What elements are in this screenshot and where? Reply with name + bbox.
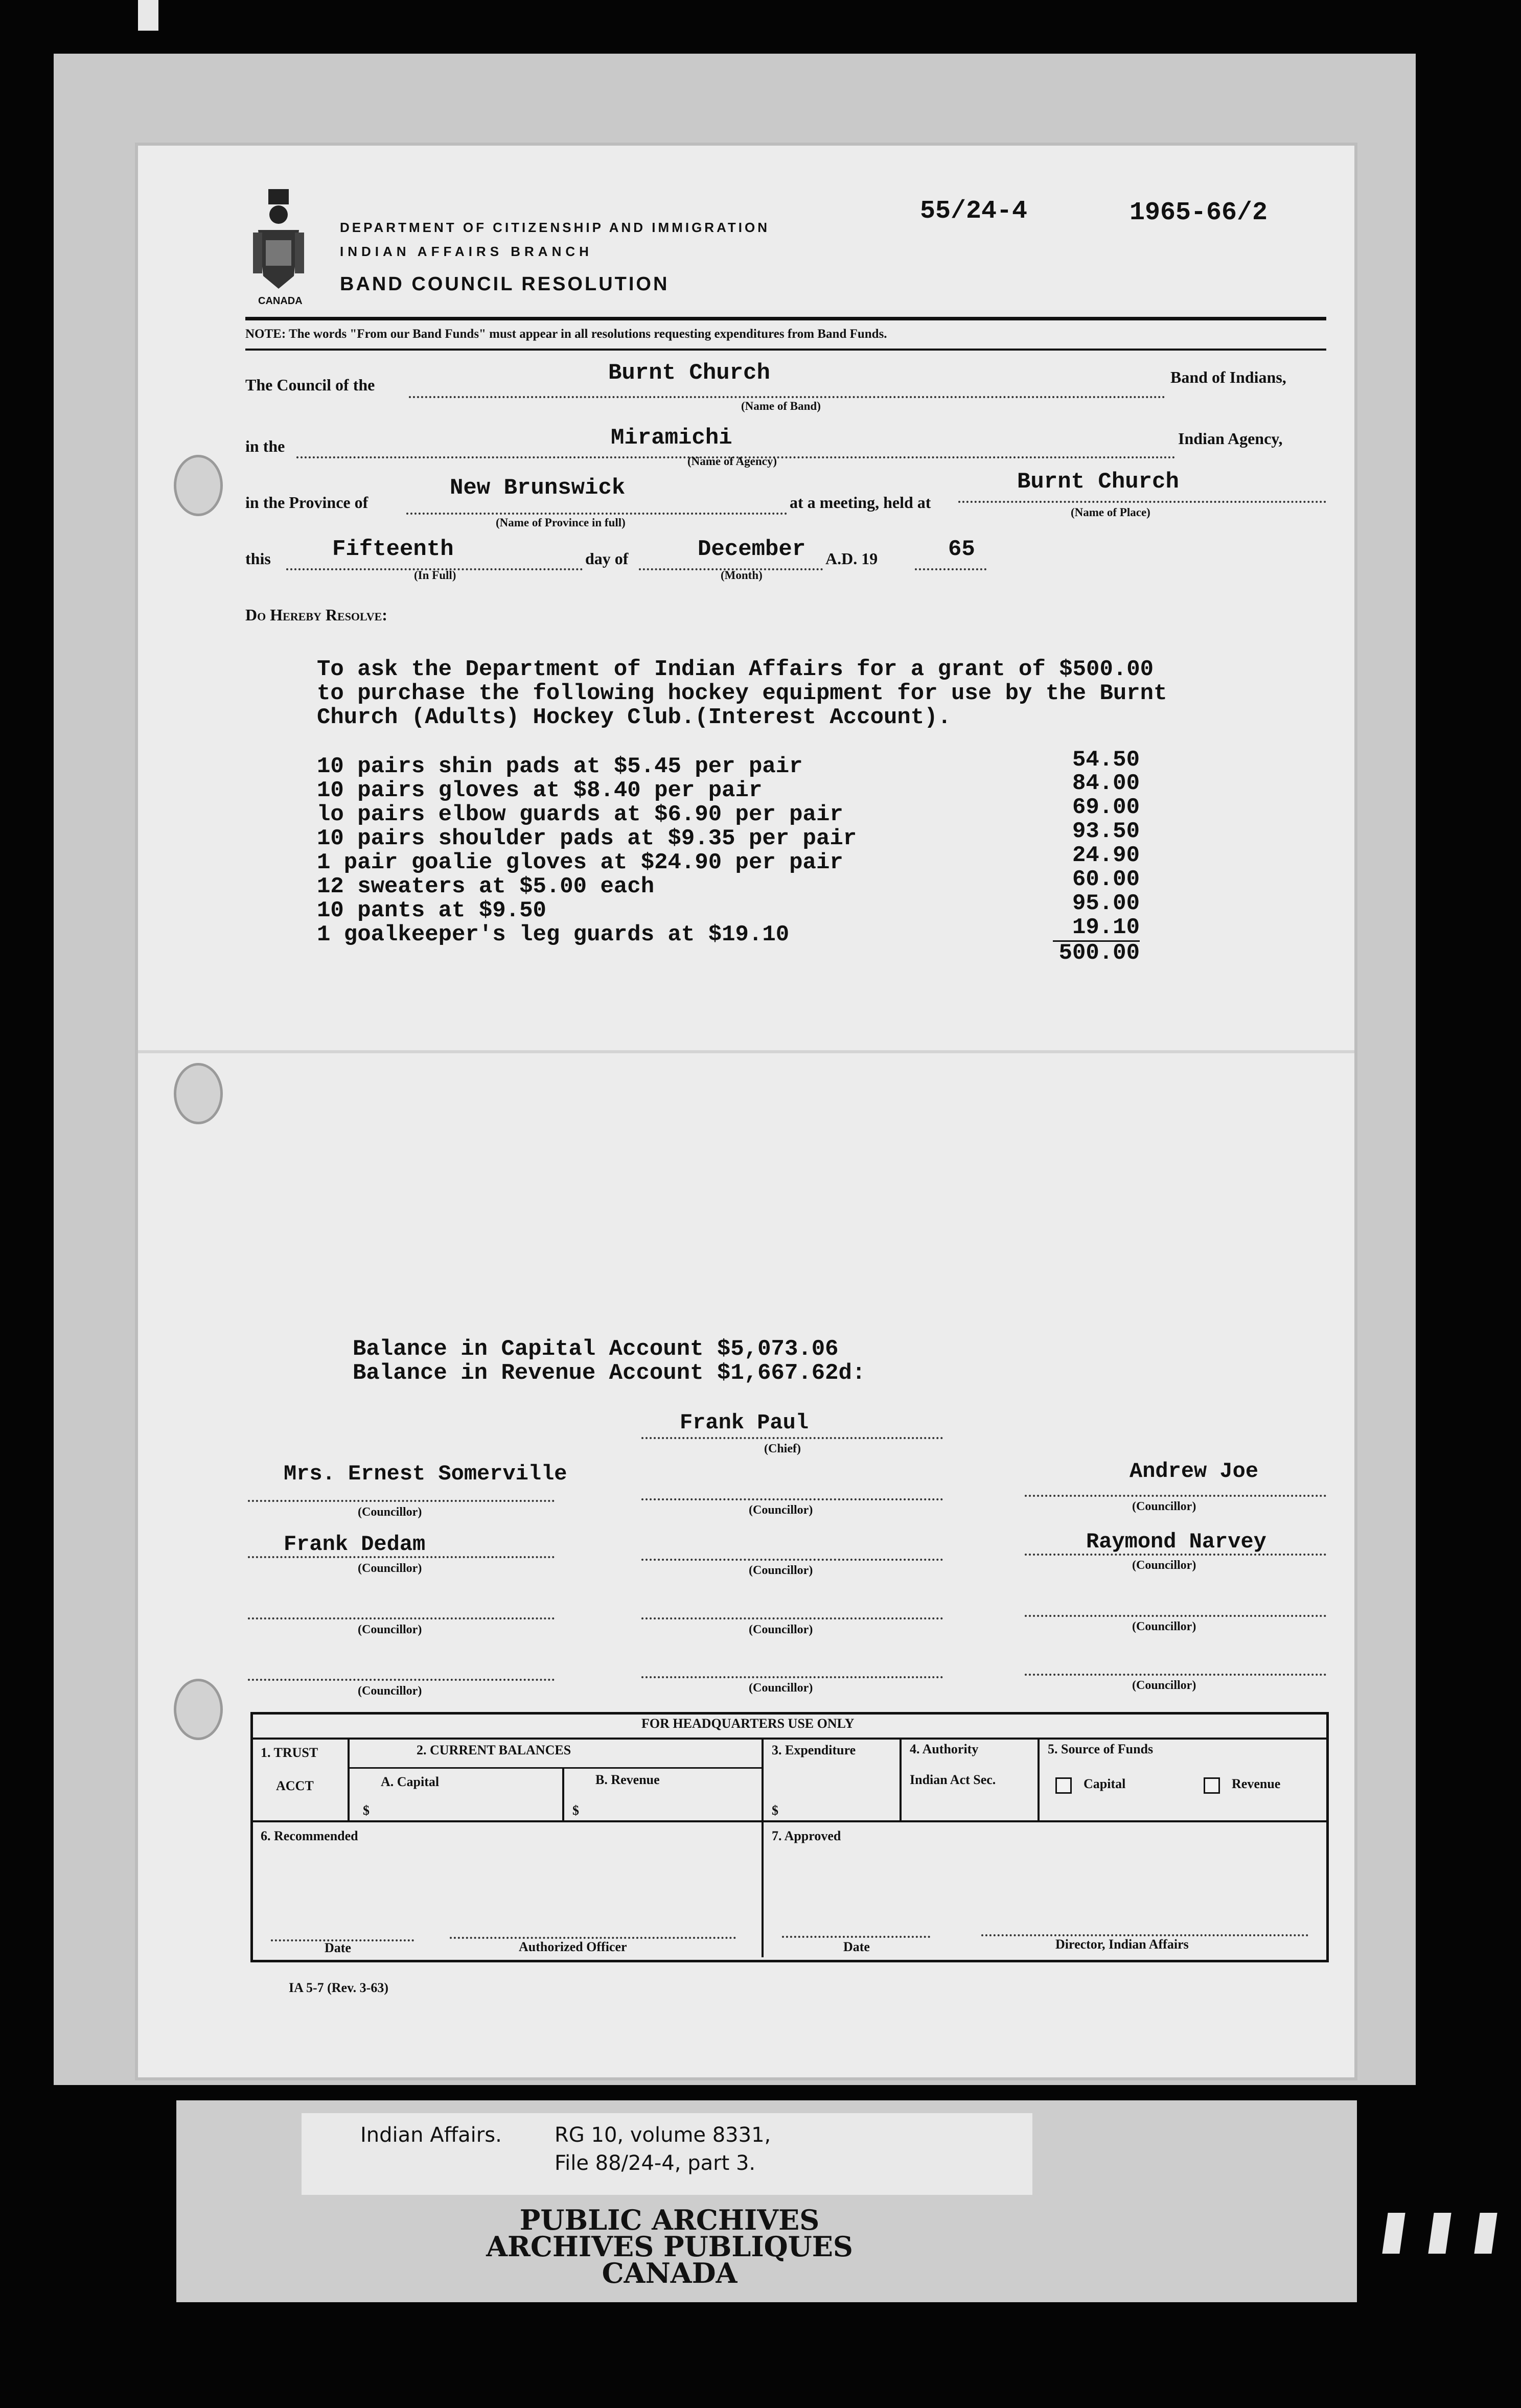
fold-line	[138, 1050, 1354, 1053]
province-name-field: New Brunswick	[450, 475, 626, 501]
meeting-label: at a meeting, held at	[790, 493, 931, 512]
province-line	[406, 513, 787, 515]
item-description: 1 pair goalie gloves at $24.90 per pair	[317, 850, 843, 875]
header-rule	[245, 317, 1326, 320]
councillor-caption: (Councillor)	[1132, 1620, 1196, 1633]
resolution-intro-line: to purchase the following hockey equipment for use by the Burnt	[317, 681, 1167, 706]
item-description: 10 pairs shoulder pads at $9.35 per pair	[317, 826, 857, 851]
hq-divider	[762, 1738, 764, 1957]
item-description: lo pairs elbow guards at $6.90 per pair	[317, 802, 843, 827]
archive-reference-line: File 88/24-4, part 3.	[555, 2151, 756, 2175]
revenue-dollar: $	[572, 1803, 579, 1818]
item-amount: 95.00	[1072, 891, 1140, 916]
film-mark	[1382, 2213, 1405, 2254]
file-number: 55/24-4	[920, 197, 1028, 226]
director-line	[981, 1934, 1308, 1936]
resolution-intro-line: To ask the Department of Indian Affairs for a grant of $500.00	[317, 657, 1154, 682]
councillor-line	[1025, 1615, 1326, 1617]
councillor-line	[641, 1559, 943, 1561]
archive-reference-line: RG 10, volume 8331,	[555, 2123, 771, 2147]
capital-balance: Balance in Capital Account $5,073.06	[353, 1336, 839, 1362]
province-caption: (Name of Province in full)	[496, 516, 626, 529]
film-mark	[1428, 2213, 1451, 2254]
hq-divider	[348, 1738, 350, 1820]
resolution-intro-line: Church (Adults) Hockey Club.(Interest Account).	[317, 705, 952, 730]
year-field: 65	[948, 537, 975, 562]
approved-date-label: Date	[843, 1939, 870, 1954]
source-revenue-label: Revenue	[1232, 1776, 1281, 1791]
councillor-caption: (Councillor)	[358, 1623, 422, 1636]
day-caption: (In Full)	[414, 569, 456, 582]
councillor-signature-name: Andrew Joe	[1130, 1459, 1259, 1484]
recommended-label: 6. Recommended	[261, 1828, 358, 1843]
item-description: 10 pairs gloves at $8.40 per pair	[317, 778, 763, 803]
resolve-label: Do Hereby Resolve:	[245, 606, 387, 624]
source-capital-label: Capital	[1084, 1776, 1126, 1791]
agency-name-field: Miramichi	[611, 425, 732, 451]
note-rule	[245, 349, 1326, 351]
councillor-line	[641, 1676, 943, 1678]
archive-stamp-line: ARCHIVES PUBLIQUES	[486, 2230, 853, 2263]
item-description: 1 goalkeeper's leg guards at $19.10	[317, 922, 790, 947]
band-caption: (Name of Band)	[741, 400, 821, 412]
punch-hole	[174, 1063, 223, 1124]
chief-caption: (Chief)	[764, 1442, 801, 1455]
band-name-field: Burnt Church	[608, 360, 770, 386]
councillor-line	[641, 1617, 943, 1619]
councillor-caption: (Councillor)	[1132, 1500, 1196, 1513]
councillor-caption: (Councillor)	[1132, 1679, 1196, 1692]
expenditure-label: 3. Expenditure	[772, 1743, 856, 1757]
hq-divider	[562, 1768, 564, 1820]
file-year: 1965-66/2	[1130, 198, 1268, 227]
council-label: The Council of the	[245, 376, 375, 394]
crest-icon	[248, 189, 309, 291]
item-description: 10 pairs shin pads at $5.45 per pair	[317, 754, 803, 779]
form-title: BAND COUNCIL RESOLUTION	[340, 273, 670, 295]
chief-line	[641, 1437, 943, 1439]
item-amount: 24.90	[1072, 843, 1140, 868]
expenditure-dollar: $	[772, 1803, 778, 1818]
item-amount: 69.00	[1072, 795, 1140, 820]
branch-heading: INDIAN AFFAIRS BRANCH	[340, 244, 593, 259]
councillor-line	[1025, 1495, 1326, 1497]
councillor-caption: (Councillor)	[1132, 1559, 1196, 1572]
hq-divider	[900, 1738, 902, 1820]
day-field: Fifteenth	[332, 537, 454, 562]
top-left-white-tab	[138, 0, 158, 31]
capital-checkbox[interactable]	[1055, 1777, 1072, 1794]
this-label: this	[245, 549, 271, 568]
note-text: NOTE: The words "From our Band Funds" must appear in all resolutions requesting expenditures from Band Funds.	[245, 327, 887, 341]
hq-divider	[1038, 1738, 1040, 1820]
month-field: December	[698, 537, 806, 562]
day-of-label: day of	[585, 549, 629, 568]
councillor-caption: (Councillor)	[358, 1562, 422, 1575]
director-label: Director, Indian Affairs	[1055, 1937, 1189, 1952]
councillor-caption: (Councillor)	[358, 1684, 422, 1698]
trust-label: 1. TRUST	[261, 1745, 318, 1760]
councillor-line	[248, 1500, 555, 1502]
councillor-caption: (Councillor)	[749, 1681, 813, 1695]
item-amount: 54.50	[1072, 747, 1140, 773]
councillor-line	[641, 1498, 943, 1500]
hq-mid-rule	[250, 1820, 1329, 1822]
form-code: IA 5-7 (Rev. 3-63)	[289, 1980, 388, 1995]
hq-title: FOR HEADQUARTERS USE ONLY	[641, 1716, 855, 1731]
recommended-date-label: Date	[325, 1940, 351, 1955]
item-description: 12 sweaters at $5.00 each	[317, 874, 655, 899]
archive-stamp-line: CANADA	[602, 2257, 738, 2289]
source-of-funds-label: 5. Source of Funds	[1048, 1742, 1154, 1756]
councillor-signature-name: Raymond Narvey	[1086, 1530, 1266, 1554]
authority-label: 4. Authority	[910, 1742, 979, 1756]
place-caption: (Name of Place)	[1071, 506, 1150, 519]
item-amount: 60.00	[1072, 867, 1140, 892]
punch-hole	[174, 455, 223, 516]
councillor-caption: (Councillor)	[358, 1506, 422, 1519]
department-heading: DEPARTMENT OF CITIZENSHIP AND IMMIGRATION	[340, 220, 770, 235]
councillor-caption: (Councillor)	[749, 1564, 813, 1577]
band-suffix: Band of Indians,	[1170, 368, 1286, 386]
councillor-line	[248, 1617, 555, 1619]
punch-hole	[174, 1679, 223, 1740]
authorized-officer-line	[450, 1937, 736, 1939]
councillor-line	[248, 1556, 555, 1558]
revenue-balance: Balance in Revenue Account $1,667.62d:	[353, 1360, 866, 1386]
item-description: 10 pants at $9.50	[317, 898, 546, 923]
councillor-signature-name: Frank Dedam	[284, 1532, 426, 1557]
revenue-balance-label: B. Revenue	[595, 1772, 660, 1787]
councillor-line	[1025, 1674, 1326, 1676]
councillor-signature-name: Mrs. Ernest Somerville	[284, 1462, 567, 1486]
total-amount: 500.00	[1058, 940, 1140, 966]
indian-act-label: Indian Act Sec.	[910, 1772, 996, 1787]
film-mark	[1474, 2213, 1497, 2254]
archive-stamp-line: PUBLIC ARCHIVES	[519, 2204, 820, 2236]
item-amount: 93.50	[1072, 819, 1140, 844]
item-amount: 84.00	[1072, 771, 1140, 796]
archive-source: Indian Affairs.	[360, 2123, 502, 2147]
meeting-place-field: Burnt Church	[1017, 469, 1179, 495]
capital-dollar: $	[363, 1803, 370, 1818]
crest-caption: CANADA	[258, 295, 303, 307]
hq-balance-rule	[348, 1767, 762, 1769]
councillor-line	[1025, 1554, 1326, 1556]
chief-name: Frank Paul	[680, 1410, 809, 1435]
current-balances-label: 2. CURRENT BALANCES	[417, 1743, 571, 1757]
month-caption: (Month)	[721, 569, 763, 582]
councillor-caption: (Councillor)	[749, 1623, 813, 1636]
agency-suffix: Indian Agency,	[1178, 429, 1283, 448]
authorized-officer-label: Authorized Officer	[519, 1939, 627, 1954]
acct-label: ACCT	[276, 1778, 314, 1793]
agency-caption: (Name of Agency)	[687, 455, 777, 468]
approved-label: 7. Approved	[772, 1828, 841, 1843]
capital-balance-label: A. Capital	[381, 1774, 440, 1789]
ad-label: A.D. 19	[825, 549, 878, 568]
band-line	[409, 396, 1165, 398]
hq-title-rule	[250, 1738, 1329, 1740]
councillor-caption: (Councillor)	[749, 1503, 813, 1517]
year-line	[915, 568, 986, 570]
province-prefix: in the Province of	[245, 493, 368, 512]
approved-date-line	[782, 1936, 930, 1938]
meeting-place-line	[958, 501, 1326, 503]
councillor-line	[248, 1679, 555, 1681]
revenue-checkbox[interactable]	[1204, 1777, 1220, 1794]
agency-prefix: in the	[245, 437, 285, 455]
item-amount: 19.10	[1072, 915, 1140, 940]
